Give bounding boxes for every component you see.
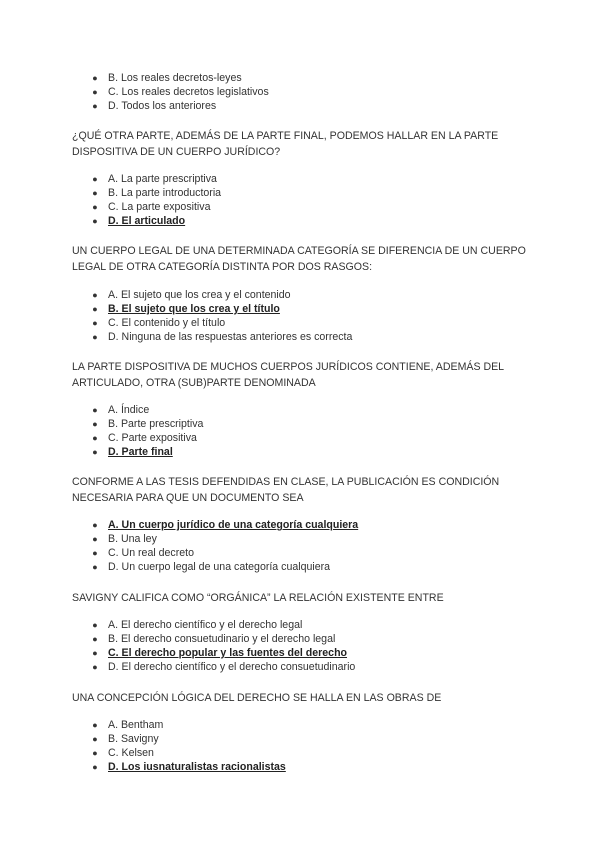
list-item: ● A. El derecho científico y el derecho legal [0, 618, 600, 632]
list-item: ● D. Un cuerpo legal de una categoría cualquiera [0, 560, 600, 574]
list-item-correct: ● D. El articulado [0, 214, 600, 228]
bullet-icon: ● [92, 216, 98, 226]
option-list [0, 618, 600, 674]
list-item-correct: ● D. Los iusnaturalistas racionalistas [0, 760, 600, 774]
bullet-icon: ● [92, 202, 98, 212]
list-item: ● C. Un real decreto [0, 546, 600, 560]
option-list [0, 172, 600, 228]
list-item: ● B. Savigny [0, 732, 600, 746]
bullet-icon: ● [92, 534, 98, 544]
bullet-icon: ● [92, 762, 98, 772]
list-item: ● D. El derecho científico y el derecho consuetudinario [0, 660, 600, 674]
option-list [0, 288, 600, 344]
bullet-icon: ● [92, 419, 98, 429]
bullet-icon: ● [92, 87, 98, 97]
bullet-icon: ● [92, 405, 98, 415]
bullet-icon: ● [92, 662, 98, 672]
list-item: ● C. Los reales decretos legislativos [0, 85, 600, 99]
bullet-icon: ● [92, 562, 98, 572]
list-item: ● D. Todos los anteriores [0, 99, 600, 113]
list-item: ● C. La parte expositiva [0, 200, 600, 214]
list-item: ● A. El sujeto que los crea y el contenido [0, 288, 600, 302]
question-text: SAVIGNY CALIFICA COMO “ORGÁNICA” LA RELACIÓN EXISTENTE ENTRE [72, 592, 444, 604]
list-item: ● C. El contenido y el título [0, 316, 600, 330]
bullet-icon: ● [92, 620, 98, 630]
list-item-correct: ● B. El sujeto que los crea y el título [0, 302, 600, 316]
question-text: CONFORME A LAS TESIS DEFENDIDAS EN CLASE, LA PUBLICACIÓN ES CONDICIÓN NECESARIA PARA QUE UN DOCUMENTO SEA [72, 476, 500, 504]
list-item: ● B. Parte prescriptiva [0, 417, 600, 431]
bullet-icon: ● [92, 174, 98, 184]
bullet-icon: ● [92, 634, 98, 644]
list-item: ● A. La parte prescriptiva [0, 172, 600, 186]
bullet-icon: ● [92, 332, 98, 342]
bullet-icon: ● [92, 101, 98, 111]
bullet-icon: ● [92, 548, 98, 558]
bullet-icon: ● [92, 73, 98, 83]
list-item: ● A. Índice [0, 403, 600, 417]
list-item-correct: ● D. Parte final [0, 445, 600, 459]
bullet-icon: ● [92, 720, 98, 730]
list-item-correct: ● A. Un cuerpo jurídico de una categoría cualquiera [0, 518, 600, 532]
bullet-icon: ● [92, 734, 98, 744]
option-list [0, 518, 600, 574]
bullet-icon: ● [92, 188, 98, 198]
option-list [0, 403, 600, 459]
bullet-icon: ● [92, 447, 98, 457]
list-item: ● B. El derecho consuetudinario y el derecho legal [0, 632, 600, 646]
question-text: UN CUERPO LEGAL DE UNA DETERMINADA CATEGORÍA SE DIFERENCIA DE UN CUERPO LEGAL DE OTRA CATEGORÍA DISTINTA POR DOS RASGOS: [72, 245, 526, 273]
bullet-icon: ● [92, 748, 98, 758]
list-item: ● D. Ninguna de las respuestas anteriores es correcta [0, 330, 600, 344]
bullet-icon: ● [92, 290, 98, 300]
list-item: ● B. Una ley [0, 532, 600, 546]
question-text: LA PARTE DISPOSITIVA DE MUCHOS CUERPOS JURÍDICOS CONTIENE, ADEMÁS DEL ARTICULADO, OTRA (SUB)PARTE DENOMINADA [72, 361, 504, 389]
option-list [0, 71, 600, 113]
list-item: ● C. Parte expositiva [0, 431, 600, 445]
bullet-icon: ● [92, 304, 98, 314]
list-item: ● B. Los reales decretos-leyes [0, 71, 600, 85]
option-list [0, 718, 600, 774]
list-item: ● C. Kelsen [0, 746, 600, 760]
list-item: ● A. Bentham [0, 718, 600, 732]
bullet-icon: ● [92, 520, 98, 530]
bullet-icon: ● [92, 318, 98, 328]
question-text: UNA CONCEPCIÓN LÓGICA DEL DERECHO SE HALLA EN LAS OBRAS DE [72, 692, 442, 704]
list-item-correct: ● C. El derecho popular y las fuentes del derecho [0, 646, 600, 660]
question-text: ¿QUÉ OTRA PARTE, ADEMÁS DE LA PARTE FINAL, PODEMOS HALLAR EN LA PARTE DISPOSITIVA DE UN CUERPO JURÍDICO? [72, 130, 499, 158]
list-item: ● B. La parte introductoria [0, 186, 600, 200]
bullet-icon: ● [92, 648, 98, 658]
bullet-icon: ● [92, 433, 98, 443]
